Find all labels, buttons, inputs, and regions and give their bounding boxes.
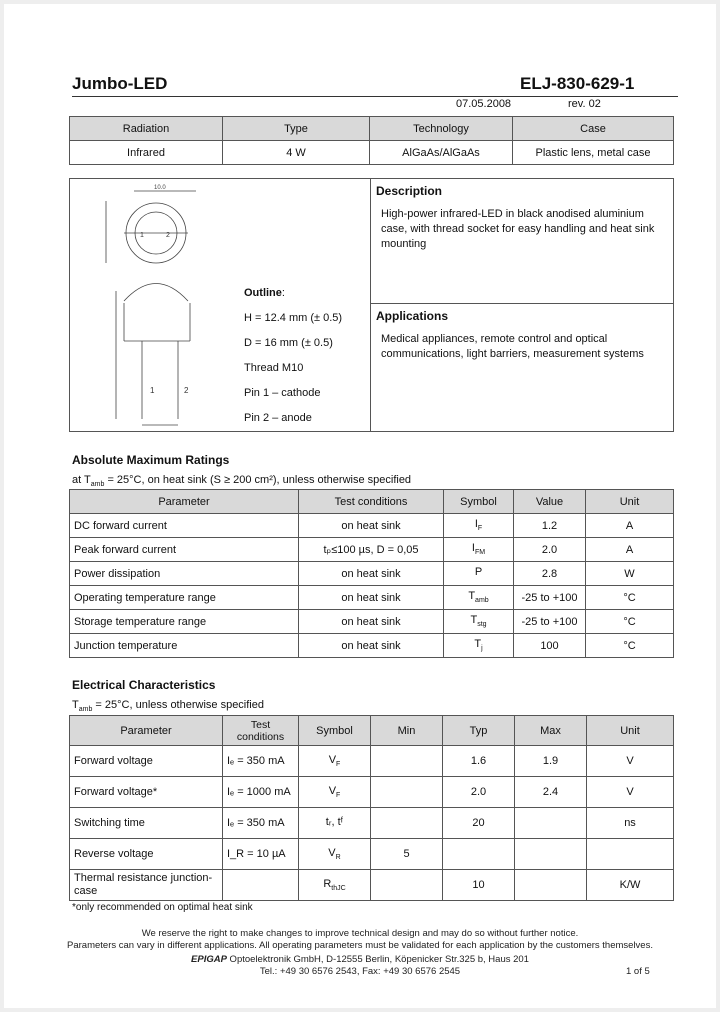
table-row	[70, 746, 674, 777]
elec-footnote: *only recommended on optimal heat sink	[72, 902, 253, 913]
symbol-cell: tᵣ, tᶠ	[299, 808, 371, 839]
summary-table	[69, 116, 674, 165]
pin2-label-side: 2	[184, 386, 189, 395]
unit-cell: W	[586, 562, 674, 586]
led-lens-arc	[124, 284, 188, 302]
param-cell: Thermal resistance junction-case	[70, 870, 223, 901]
param-cell: Forward voltage	[70, 746, 223, 777]
applications-title: Applications	[376, 309, 449, 323]
footer-address: EPIGAP Optoelektronik GmbH, D-12555 Berlin, Köpenicker Str.325 b, Haus 201	[191, 954, 529, 965]
abs-max-header: Parameter	[70, 490, 299, 514]
cond-cell: on heat sink	[299, 562, 444, 586]
pin1-label-top: 1	[140, 232, 144, 239]
max-cell: 1.9	[515, 746, 587, 777]
table-row	[70, 634, 674, 658]
elec-conditions: $T_{amb} = 25^\circ C$, unless otherwise specified	[72, 699, 264, 714]
outline-thread: Thread M10	[244, 362, 304, 374]
abs-max-header: Symbol	[444, 490, 514, 514]
min-cell	[371, 746, 443, 777]
cond-cell: on heat sink	[299, 586, 444, 610]
param-cell: DC forward current	[70, 514, 299, 538]
max-cell: 2.4	[515, 777, 587, 808]
symbol-cell: $V_F$	[299, 746, 371, 777]
value-cell: 100	[514, 634, 586, 658]
cond-cell: on heat sink	[299, 610, 444, 634]
elec-table	[69, 715, 674, 901]
elec-header: Unit	[587, 716, 674, 746]
max-cell	[515, 839, 587, 870]
outline-diameter: D = 16 mm (± 0.5)	[244, 337, 333, 349]
doc-date: 07.05.2008	[456, 98, 512, 110]
unit-cell: V	[587, 777, 674, 808]
table-row	[70, 839, 674, 870]
symbol-cell: $T_j$	[444, 634, 514, 658]
elec-header: Test conditions	[223, 716, 299, 746]
elec-header: Min	[371, 716, 443, 746]
header-rule	[72, 96, 678, 97]
table-row	[70, 870, 674, 901]
page-number: 1 of 5	[626, 966, 650, 977]
symbol-cell: $T_{amb}$	[444, 586, 514, 610]
symbol-cell: $R_{thJC}$	[299, 870, 371, 901]
elec-header: Parameter	[70, 716, 223, 746]
abs-max-header: Value	[514, 490, 586, 514]
cond-cell: Iₑ = 1000 mA	[223, 777, 299, 808]
elec-header: Max	[515, 716, 587, 746]
value-cell: 2.0	[514, 538, 586, 562]
cond-cell: I_R = 10 µA	[223, 839, 299, 870]
param-cell: Storage temperature range	[70, 610, 299, 634]
max-cell	[515, 870, 587, 901]
typ-cell	[443, 839, 515, 870]
unit-cell: V	[587, 746, 674, 777]
min-cell: 5	[371, 839, 443, 870]
footer-parameters-note: Parameters can vary in different applications. All operating parameters must be validated for each application by the customers themselves.	[67, 940, 653, 951]
symbol-cell: $V_R$	[299, 839, 371, 870]
table-row	[70, 562, 674, 586]
param-cell: Reverse voltage	[70, 839, 223, 870]
part-number: ELJ-830-629-1	[520, 74, 635, 93]
min-cell	[371, 870, 443, 901]
table-row	[70, 514, 674, 538]
pin1-label-side: 1	[150, 386, 155, 395]
abs-max-header: Test conditions	[299, 490, 444, 514]
led-outline-drawing	[72, 181, 222, 431]
max-cell	[515, 808, 587, 839]
summary-cell: 4 W	[223, 141, 370, 165]
footer-disclaimer: We reserve the right to make changes to improve technical design and may do so without further notice.	[141, 928, 579, 939]
param-cell: Operating temperature range	[70, 586, 299, 610]
doc-revision: rev. 02	[568, 98, 601, 110]
value-cell: -25 to +100	[514, 586, 586, 610]
elec-header: Symbol	[299, 716, 371, 746]
unit-cell	[587, 839, 674, 870]
cond-cell: on heat sink	[299, 514, 444, 538]
product-title: Jumbo-LED	[72, 74, 168, 93]
symbol-cell: $I_{FM}$	[444, 538, 514, 562]
value-cell: 2.8	[514, 562, 586, 586]
footer-phone: Tel.: +49 30 6576 2543, Fax: +49 30 6576 2545	[259, 966, 461, 977]
description-box	[370, 178, 674, 432]
company-name: EPIGAP	[191, 954, 227, 965]
cond-cell: tₚ≤100 µs, D = 0,05	[299, 538, 444, 562]
typ-cell: 1.6	[443, 746, 515, 777]
unit-cell: °C	[586, 586, 674, 610]
unit-cell: ns	[587, 808, 674, 839]
elec-title: Electrical Characteristics	[72, 678, 216, 692]
symbol-cell: P	[444, 562, 514, 586]
summary-cell: Plastic lens, metal case	[513, 141, 674, 165]
outline-pin1: Pin 1 – cathode	[244, 387, 321, 399]
summary-cell: AlGaAs/AlGaAs	[370, 141, 513, 165]
symbol-cell: $T_{stg}$	[444, 610, 514, 634]
table-row	[70, 538, 674, 562]
abs-max-table	[69, 489, 674, 658]
abs-max-conditions: at $T_{amb} = 25^\circ C$, on heat sink (S ≥ 200 cm²), unless otherwise specified	[72, 474, 412, 489]
outline-box	[69, 178, 371, 432]
cond-cell	[223, 870, 299, 901]
outline-title: Outline:	[244, 287, 285, 299]
unit-cell: K/W	[587, 870, 674, 901]
dim-label-top: 10.0	[154, 185, 166, 191]
param-cell: Forward voltage*	[70, 777, 223, 808]
summary-header: Type	[223, 117, 370, 141]
unit-cell: A	[586, 514, 674, 538]
typ-cell: 20	[443, 808, 515, 839]
unit-cell: A	[586, 538, 674, 562]
param-cell: Junction temperature	[70, 634, 299, 658]
min-cell	[371, 808, 443, 839]
elec-header: Typ	[443, 716, 515, 746]
description-text: High-power infrared-LED in black anodised aluminium case, with thread socket for easy handling and heat sink mounting	[381, 208, 655, 250]
abs-max-title: Absolute Maximum Ratings	[72, 453, 230, 467]
cond-cell: on heat sink	[299, 634, 444, 658]
outline-pin2: Pin 2 – anode	[244, 412, 312, 424]
value-cell: -25 to +100	[514, 610, 586, 634]
cond-cell: Iₑ = 350 mA	[223, 808, 299, 839]
table-row	[70, 610, 674, 634]
typ-cell: 2.0	[443, 777, 515, 808]
section-divider	[371, 303, 673, 304]
table-row	[70, 586, 674, 610]
min-cell	[371, 777, 443, 808]
param-cell: Switching time	[70, 808, 223, 839]
outline-height: H = 12.4 mm (± 0.5)	[244, 312, 343, 324]
symbol-cell: $I_F$	[444, 514, 514, 538]
unit-cell: °C	[586, 634, 674, 658]
summary-header: Case	[513, 117, 674, 141]
value-cell: 1.2	[514, 514, 586, 538]
applications-text: Medical appliances, remote control and optical communications, light barriers, measurement systems	[381, 333, 644, 360]
pin2-label-top: 2	[166, 232, 170, 239]
param-cell: Power dissipation	[70, 562, 299, 586]
param-cell: Peak forward current	[70, 538, 299, 562]
datasheet-page	[4, 4, 716, 1008]
summary-cell: Infrared	[70, 141, 223, 165]
symbol-cell: $V_F$	[299, 777, 371, 808]
summary-header: Technology	[370, 117, 513, 141]
typ-cell: 10	[443, 870, 515, 901]
abs-max-header: Unit	[586, 490, 674, 514]
description-title: Description	[376, 184, 443, 198]
table-row	[70, 808, 674, 839]
unit-cell: °C	[586, 610, 674, 634]
summary-header: Radiation	[70, 117, 223, 141]
table-row	[70, 777, 674, 808]
cond-cell: Iₑ = 350 mA	[223, 746, 299, 777]
